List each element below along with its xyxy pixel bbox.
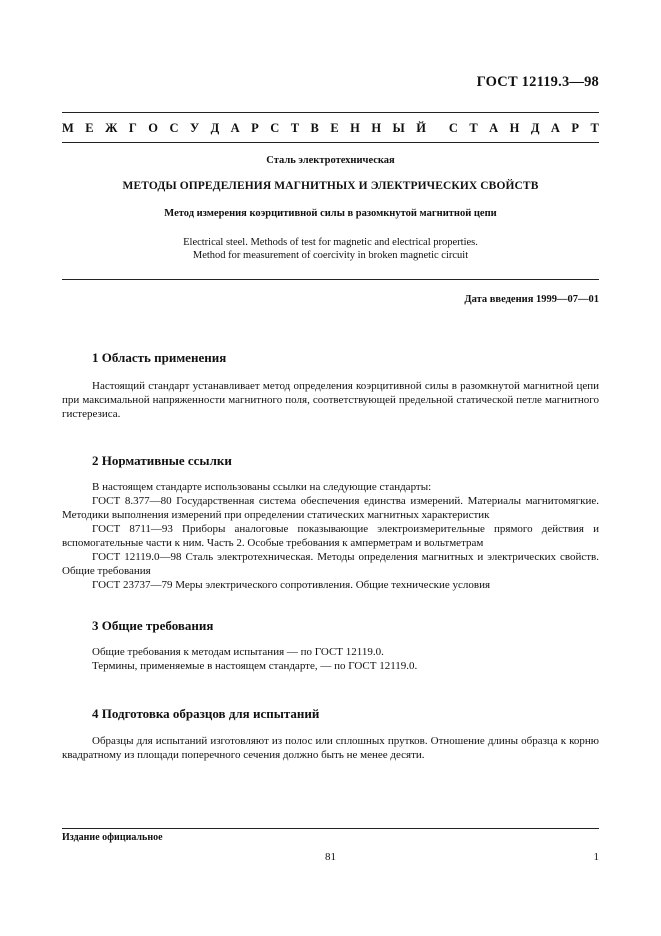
section-body — [62, 734, 599, 762]
banner-letter: Е — [330, 121, 339, 135]
banner-letter: А — [550, 121, 560, 135]
banner-letter: Н — [371, 121, 382, 135]
banner-letter: Г — [128, 121, 137, 135]
banner-letter: Т — [590, 121, 599, 135]
section-heading: 1 Область применения — [92, 350, 227, 365]
banner-letter: С — [270, 121, 280, 135]
section-body — [62, 645, 599, 673]
paragraph: ГОСТ 8.377—80 Государственная система обеспечения единства измерений. Материалы магнитомягкие. Методики выполнения измерений при определении статических магнитных характеристик — [62, 495, 599, 521]
interstate-standard-banner — [62, 121, 599, 136]
banner-letter: Н — [509, 121, 520, 135]
banner-letter: С — [169, 121, 179, 135]
footer-rule — [62, 828, 599, 829]
paragraph: ГОСТ 8711—93 Приборы аналоговые показывающие электроизмерительные прямого действия и вспомогательные части к ним. Часть 2. Особые требования к амперметрам и вольтметрам — [62, 523, 599, 549]
banner-letter: Д — [210, 121, 220, 135]
banner-letter: А — [489, 121, 499, 135]
document-subject: Сталь электротехническая — [266, 155, 395, 166]
banner-letter: С — [448, 121, 458, 135]
banner-letter: Д — [530, 121, 540, 135]
banner-letter: А — [230, 121, 240, 135]
paragraph: ГОСТ 23737—79 Меры электрического сопротивления. Общие технические условия — [92, 579, 491, 591]
section-heading: 4 Подготовка образцов для испытаний — [92, 706, 320, 721]
banner-letter: М — [62, 121, 74, 135]
introduction-date: Дата введения 1999—07—01 — [464, 294, 599, 305]
paragraph: Общие требования к методам испытания — по ГОСТ 12119.0. — [92, 646, 384, 658]
document-title: МЕТОДЫ ОПРЕДЕЛЕНИЯ МАГНИТНЫХ И ЭЛЕКТРИЧЕСКИХ СВОЙСТВ — [122, 180, 539, 192]
top-rule — [62, 112, 599, 113]
banner-letter: У — [189, 121, 200, 135]
paragraph: Настоящий стандарт устанавливает метод определения коэрцитивной силы в разомкнутой магнитной цепи при максимальной напряженности магнитного поля, соответствующей предельной статической петле магнитного гистерезиса. — [62, 380, 599, 420]
document-subtitle: Метод измерения коэрцитивной силы в разомкнутой магнитной цепи — [164, 208, 497, 219]
gost-number: ГОСТ 12119.3—98 — [476, 74, 599, 90]
english-title — [62, 236, 599, 262]
paragraph: Термины, применяемые в настоящем стандарте, — по ГОСТ 12119.0. — [92, 660, 418, 672]
banner-letter: Ы — [392, 121, 405, 135]
paragraph: ГОСТ 12119.0—98 Сталь электротехническая. Методы определения магнитных и электрических свойств. Общие требования — [62, 551, 599, 577]
sheet-number: 1 — [593, 851, 599, 863]
edition-label: Издание официальное — [62, 832, 163, 843]
section-body — [62, 480, 599, 592]
section-heading: 2 Нормативные ссылки — [92, 453, 232, 468]
banner-letter: О — [148, 121, 159, 135]
banner-letter: Ж — [105, 121, 118, 135]
paragraph: Образцы для испытаний изготовляют из полос или сплошных прутков. Отношение длины образца к корню квадратному из площади поперечного сечения должно быть не менее десяти. — [62, 735, 599, 761]
english-title-line: Electrical steel. Methods of test for magnetic and electrical properties. — [183, 237, 478, 248]
paragraph: В настоящем стандарте использованы ссылки на следующие стандарты: — [92, 481, 432, 493]
section-heading: 3 Общие требования — [92, 618, 214, 633]
page-number: 81 — [325, 851, 336, 863]
title-block-rule — [62, 279, 599, 280]
banner-letter: Й — [416, 121, 426, 135]
banner-letter: В — [310, 121, 319, 135]
banner-letter: Е — [85, 121, 94, 135]
banner-letter: Р — [251, 121, 259, 135]
banner-rule — [62, 142, 599, 143]
banner-letter: Н — [350, 121, 360, 135]
banner-letter: Т — [469, 121, 478, 135]
english-title-line: Method for measurement of coercivity in broken magnetic circuit — [192, 250, 469, 261]
banner-letter: Т — [290, 121, 300, 135]
banner-letter: Р — [571, 121, 580, 135]
section-body — [62, 379, 599, 421]
